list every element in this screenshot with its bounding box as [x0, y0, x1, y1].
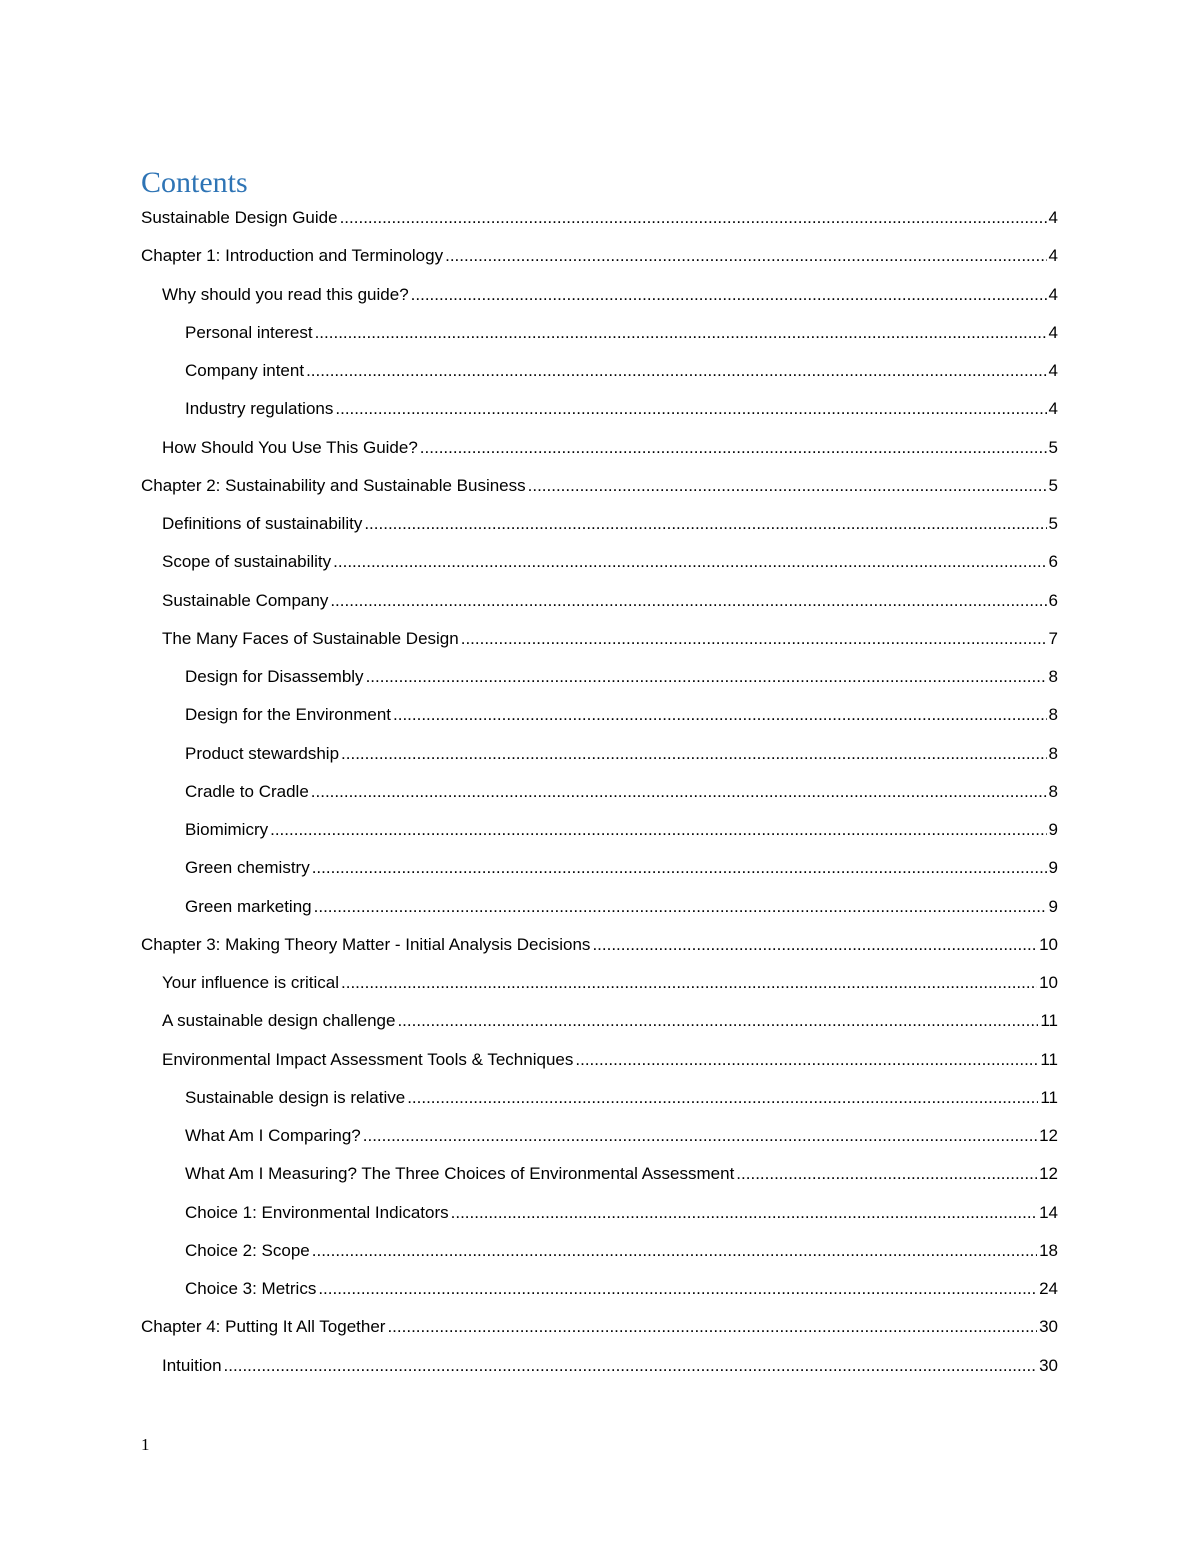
toc-entry-page: 6 [1048, 590, 1058, 610]
toc-dot-leader [528, 467, 1047, 505]
toc-entry-page: 5 [1048, 475, 1058, 495]
toc-dot-leader [420, 429, 1047, 467]
toc-entry[interactable] [141, 1194, 1058, 1232]
toc-entry[interactable] [141, 849, 1058, 887]
toc-entry-title: How Should You Use This Guide? [162, 437, 418, 457]
toc-entry-title: Chapter 2: Sustainability and Sustainable Business [141, 475, 526, 495]
toc-dot-leader [397, 1002, 1038, 1040]
toc-entry-title: Sustainable Design Guide [141, 208, 338, 227]
toc-dot-leader [330, 582, 1046, 620]
toc-entry[interactable] [141, 1117, 1058, 1155]
toc-entry[interactable] [141, 467, 1058, 505]
toc-dot-leader [364, 505, 1046, 543]
toc-entry[interactable] [141, 1002, 1058, 1040]
toc-entry[interactable] [141, 543, 1058, 581]
toc-dot-leader [411, 276, 1047, 314]
toc-entry[interactable] [141, 352, 1058, 390]
toc-dot-leader [341, 964, 1037, 1002]
toc-entry[interactable] [141, 314, 1058, 352]
toc-entry[interactable] [141, 199, 1058, 237]
toc-entry[interactable] [141, 390, 1058, 428]
toc-entry[interactable] [141, 888, 1058, 926]
toc-entry-page: 4 [1048, 246, 1058, 266]
toc-entry[interactable] [141, 1270, 1058, 1308]
toc-entry[interactable] [141, 1308, 1058, 1346]
toc-entry-title: Intuition [162, 1355, 222, 1375]
toc-entry[interactable] [141, 1347, 1058, 1385]
toc-entry[interactable] [141, 696, 1058, 734]
toc-entry[interactable] [141, 773, 1058, 811]
toc-entry[interactable] [141, 658, 1058, 696]
toc-entry[interactable] [141, 1155, 1058, 1193]
toc-entry-title: Green chemistry [185, 858, 310, 878]
toc-entry-title: Scope of sustainability [162, 552, 332, 572]
toc-entry[interactable] [141, 926, 1058, 964]
toc-dot-leader [363, 1117, 1037, 1155]
toc-entry-page: 11 [1040, 1011, 1058, 1031]
toc-entry-page: 30 [1039, 1317, 1058, 1337]
toc-dot-leader [270, 811, 1046, 849]
toc-entry-title: A sustainable design challenge [162, 1011, 396, 1031]
toc-dot-leader [312, 849, 1047, 887]
toc-dot-leader [592, 926, 1037, 964]
toc-entry-title: Why should you read this guide? [162, 284, 409, 304]
toc-entry-title: What Am I Comparing? [185, 1126, 361, 1145]
toc-entry[interactable] [141, 964, 1058, 1002]
toc-entry-page: 9 [1048, 820, 1058, 839]
toc-entry-page: 4 [1048, 322, 1058, 342]
table-of-contents [141, 199, 1058, 1385]
toc-entry-page: 4 [1048, 361, 1058, 380]
toc-dot-leader [575, 1041, 1038, 1079]
toc-entry[interactable] [141, 1232, 1058, 1270]
toc-entry-page: 30 [1039, 1355, 1058, 1375]
toc-entry-page: 11 [1040, 1049, 1058, 1069]
toc-dot-leader [312, 1232, 1037, 1270]
toc-dot-leader [387, 1308, 1037, 1346]
toc-dot-leader [318, 1270, 1037, 1308]
toc-entry-title: Cradle to Cradle [185, 781, 309, 801]
toc-heading: Contents [141, 166, 248, 199]
toc-entry[interactable] [141, 429, 1058, 467]
toc-entry-title: The Many Faces of Sustainable Design [162, 628, 459, 648]
toc-entry-page: 12 [1039, 1164, 1058, 1184]
toc-dot-leader [407, 1079, 1038, 1117]
toc-entry-page: 10 [1039, 934, 1058, 954]
toc-dot-leader [445, 237, 1046, 275]
toc-entry-title: Choice 2: Scope [185, 1240, 310, 1260]
toc-entry-page: 10 [1039, 973, 1058, 992]
toc-entry-title: Environmental Impact Assessment Tools & Techniques [162, 1049, 574, 1069]
toc-dot-leader [314, 888, 1047, 926]
toc-dot-leader [306, 352, 1046, 390]
toc-entry-page: 12 [1039, 1126, 1058, 1145]
toc-entry[interactable] [141, 811, 1058, 849]
toc-dot-leader [461, 620, 1047, 658]
toc-entry-page: 4 [1048, 284, 1058, 304]
toc-dot-leader [311, 773, 1047, 811]
toc-entry-page: 6 [1048, 552, 1058, 572]
toc-entry-page: 9 [1048, 896, 1058, 916]
toc-entry-title: Personal interest [185, 322, 313, 342]
toc-entry-page: 7 [1048, 628, 1058, 648]
toc-entry-title: What Am I Measuring? The Three Choices of Environmental Assessment [185, 1164, 735, 1184]
toc-entry[interactable] [141, 1041, 1058, 1079]
toc-entry-page: 8 [1048, 667, 1058, 686]
page-number: 1 [141, 1435, 150, 1454]
toc-dot-leader [333, 543, 1046, 581]
toc-entry-page: 8 [1048, 743, 1058, 763]
toc-entry-title: Choice 1: Environmental Indicators [185, 1202, 449, 1222]
toc-entry-title: Sustainable Company [162, 590, 329, 610]
toc-entry-page: 5 [1048, 514, 1058, 533]
toc-entry[interactable] [141, 276, 1058, 314]
toc-entry-page: 5 [1048, 437, 1058, 457]
toc-entry-title: Industry regulations [185, 399, 334, 419]
toc-entry[interactable] [141, 505, 1058, 543]
toc-entry-title: Product stewardship [185, 743, 340, 763]
toc-entry-page: 18 [1039, 1240, 1058, 1260]
toc-entry[interactable] [141, 237, 1058, 275]
toc-dot-leader [341, 735, 1047, 773]
toc-entry-title: Design for the Environment [185, 705, 391, 725]
toc-entry-title: Company intent [185, 361, 305, 380]
toc-dot-leader [366, 658, 1047, 696]
toc-entry-title: Sustainable design is relative [185, 1087, 406, 1107]
toc-entry-page: 24 [1039, 1279, 1058, 1298]
toc-entry-title: Design for Disassembly [185, 667, 364, 686]
toc-dot-leader [315, 314, 1047, 352]
toc-entry-page: 4 [1048, 208, 1058, 227]
toc-entry-title: Your influence is critical [162, 973, 340, 992]
toc-entry-title: Chapter 4: Putting It All Together [141, 1317, 386, 1337]
toc-dot-leader [340, 199, 1047, 237]
toc-entry-page: 9 [1048, 858, 1058, 878]
toc-entry-page: 14 [1039, 1202, 1058, 1222]
toc-entry[interactable] [141, 582, 1058, 620]
toc-entry-title: Chapter 3: Making Theory Matter - Initial Analysis Decisions [141, 934, 591, 954]
toc-entry-title: Choice 3: Metrics [185, 1279, 317, 1298]
toc-dot-leader [393, 696, 1047, 734]
toc-dot-leader [736, 1155, 1037, 1193]
toc-entry[interactable] [141, 620, 1058, 658]
toc-dot-leader [451, 1194, 1037, 1232]
toc-entry-page: 11 [1040, 1087, 1058, 1107]
toc-entry[interactable] [141, 735, 1058, 773]
toc-dot-leader [335, 390, 1046, 428]
toc-entry-page: 8 [1048, 781, 1058, 801]
toc-entry-title: Chapter 1: Introduction and Terminology [141, 246, 444, 266]
toc-dot-leader [224, 1347, 1038, 1385]
toc-entry-title: Biomimicry [185, 820, 269, 839]
toc-entry-title: Green marketing [185, 896, 312, 916]
toc-entry[interactable] [141, 1079, 1058, 1117]
toc-entry-page: 8 [1048, 705, 1058, 725]
toc-entry-title: Definitions of sustainability [162, 514, 363, 533]
toc-entry-page: 4 [1048, 399, 1058, 419]
